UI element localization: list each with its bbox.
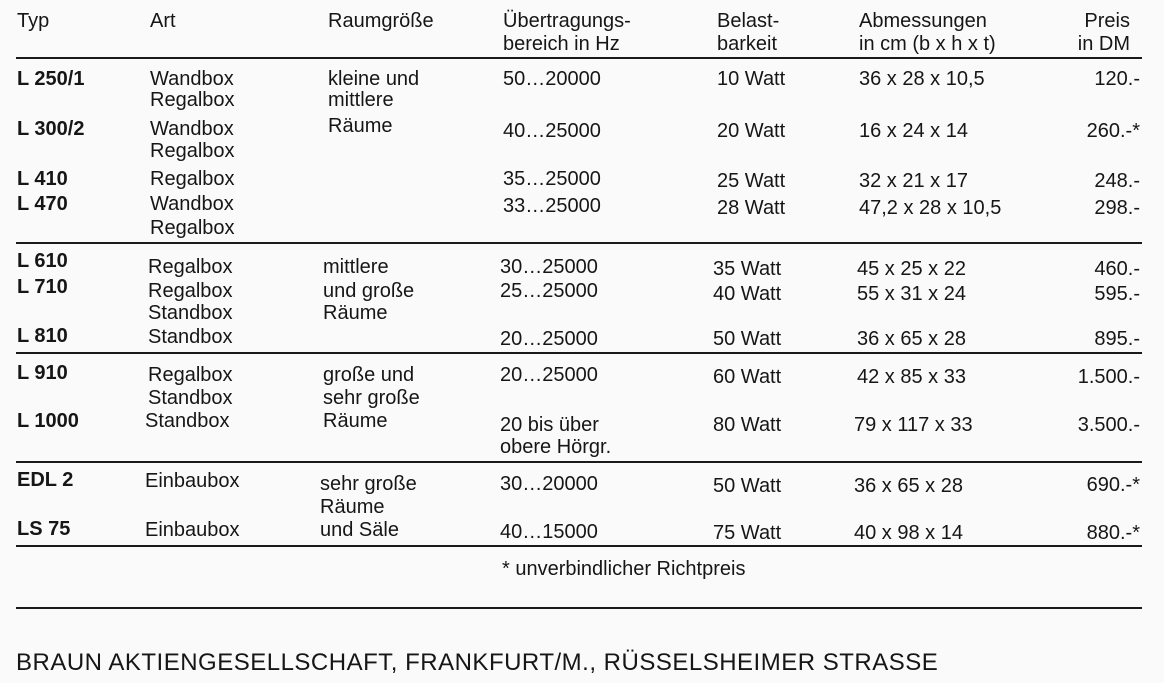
cell-dimensions: 79 x 117 x 33 — [854, 414, 973, 436]
cell-typ: L 470 — [17, 193, 68, 215]
cell-dimensions: 42 x 85 x 33 — [857, 366, 966, 388]
cell-raum: große und — [323, 364, 415, 386]
header-load-line2: barkeit — [717, 33, 778, 55]
header-price-line2: in DM — [1077, 33, 1130, 55]
cell-frequency: 40…25000 — [503, 120, 601, 142]
cell-raum: sehr große — [320, 473, 417, 495]
header-frequency-line1: Übertragungs- — [503, 10, 631, 32]
header-frequency-line2: bereich in Hz — [503, 33, 620, 55]
cell-load: 50 Watt — [713, 328, 782, 350]
cell-art: Standbox — [148, 326, 233, 348]
cell-load: 25 Watt — [717, 170, 786, 192]
cell-frequency: 33…25000 — [503, 195, 601, 217]
cell-typ: L 610 — [17, 250, 68, 272]
cell-load: 20 Watt — [717, 120, 786, 142]
cell-frequency: 20…25000 — [500, 328, 598, 350]
cell-raum: Räume — [323, 302, 388, 324]
cell-frequency: 25…25000 — [500, 280, 598, 302]
cell-art: Standbox — [148, 302, 233, 324]
cell-art: Regalbox — [150, 217, 235, 239]
cell-art: Regalbox — [150, 140, 235, 162]
cell-raum: Räume — [323, 410, 388, 432]
cell-dimensions: 40 x 98 x 14 — [854, 522, 963, 544]
header-typ: Typ — [17, 10, 50, 32]
cell-price: 120.- — [1094, 68, 1140, 90]
cell-raum: kleine und — [328, 68, 420, 90]
cell-price: 595.- — [1094, 283, 1140, 305]
footer-rule — [16, 607, 1142, 609]
group-rule — [16, 352, 1142, 354]
cell-art: Einbaubox — [145, 519, 240, 541]
cell-price: 248.- — [1094, 170, 1140, 192]
cell-price: 1.500.- — [1077, 366, 1140, 388]
cell-art: Wandbox — [150, 193, 234, 215]
cell-art: Regalbox — [148, 256, 233, 278]
cell-frequency: 30…20000 — [500, 473, 598, 495]
cell-dimensions: 36 x 65 x 28 — [857, 328, 966, 350]
cell-raum: mittlere — [328, 89, 394, 111]
cell-load: 28 Watt — [717, 197, 786, 219]
cell-dimensions: 45 x 25 x 22 — [857, 258, 966, 280]
cell-price: 460.- — [1094, 258, 1140, 280]
header-art: Art — [150, 10, 176, 32]
cell-load: 10 Watt — [717, 68, 786, 90]
cell-price: 260.-* — [1086, 120, 1140, 142]
cell-frequency: 20…25000 — [500, 364, 598, 386]
cell-typ: LS 75 — [17, 518, 71, 540]
cell-art: Wandbox — [150, 68, 234, 90]
cell-frequency: 20 bis über — [500, 414, 599, 436]
cell-frequency: 30…25000 — [500, 256, 598, 278]
group-rule — [16, 242, 1142, 244]
cell-art: Regalbox — [150, 89, 235, 111]
header-rule — [16, 57, 1142, 59]
cell-price: 880.-* — [1086, 522, 1140, 544]
cell-dimensions: 36 x 65 x 28 — [854, 475, 963, 497]
header-dimensions-line1: Abmessungen — [859, 10, 987, 32]
cell-typ: L 1000 — [17, 410, 79, 432]
cell-art: Regalbox — [148, 280, 233, 302]
cell-load: 50 Watt — [713, 475, 782, 497]
cell-frequency: 35…25000 — [503, 168, 601, 190]
cell-raum: und große — [323, 280, 415, 302]
header-dimensions-line2: in cm (b x h x t) — [859, 33, 996, 55]
company-address: BRAUN AKTIENGESELLSCHAFT, FRANKFURT/M., RÜSSELSHEIMER STRASSE — [16, 649, 939, 676]
cell-raum: mittlere — [323, 256, 389, 278]
cell-typ: L 710 — [17, 276, 68, 298]
table-bottom-rule — [16, 545, 1142, 547]
cell-load: 40 Watt — [713, 283, 782, 305]
cell-price: 298.- — [1094, 197, 1140, 219]
cell-art: Regalbox — [148, 364, 233, 386]
header-raumgroesse: Raumgröße — [328, 10, 434, 32]
cell-dimensions: 16 x 24 x 14 — [859, 120, 968, 142]
cell-typ: L 810 — [17, 325, 68, 347]
cell-raum: sehr große — [323, 387, 420, 409]
cell-dimensions: 32 x 21 x 17 — [859, 170, 968, 192]
cell-dimensions: 36 x 28 x 10,5 — [859, 68, 985, 90]
cell-frequency: obere Hörgr. — [500, 436, 612, 458]
cell-raum: Räume — [328, 115, 393, 137]
cell-price: 3.500.- — [1077, 414, 1140, 436]
cell-load: 35 Watt — [713, 258, 782, 280]
cell-typ: L 250/1 — [17, 68, 85, 90]
cell-art: Einbaubox — [145, 470, 240, 492]
cell-art: Regalbox — [150, 168, 235, 190]
cell-raum: und Säle — [320, 519, 399, 541]
cell-typ: EDL 2 — [17, 469, 74, 491]
cell-frequency: 40…15000 — [500, 521, 598, 543]
cell-typ: L 910 — [17, 362, 68, 384]
cell-load: 75 Watt — [713, 522, 782, 544]
cell-dimensions: 55 x 31 x 24 — [857, 283, 966, 305]
cell-price: 690.-* — [1086, 474, 1140, 496]
cell-art: Standbox — [145, 410, 230, 432]
cell-load: 60 Watt — [713, 366, 782, 388]
header-load-line1: Belast- — [717, 10, 780, 32]
cell-price: 895.- — [1094, 328, 1140, 350]
cell-art: Wandbox — [150, 118, 234, 140]
cell-dimensions: 47,2 x 28 x 10,5 — [859, 197, 1002, 219]
cell-raum: Räume — [320, 496, 385, 518]
cell-art: Standbox — [148, 387, 233, 409]
group-rule — [16, 461, 1142, 463]
cell-typ: L 300/2 — [17, 118, 85, 140]
cell-load: 80 Watt — [713, 414, 782, 436]
header-price-line1: Preis — [1084, 10, 1130, 32]
footnote: * unverbindlicher Richtpreis — [502, 558, 746, 580]
cell-frequency: 50…20000 — [503, 68, 601, 90]
cell-typ: L 410 — [17, 168, 68, 190]
